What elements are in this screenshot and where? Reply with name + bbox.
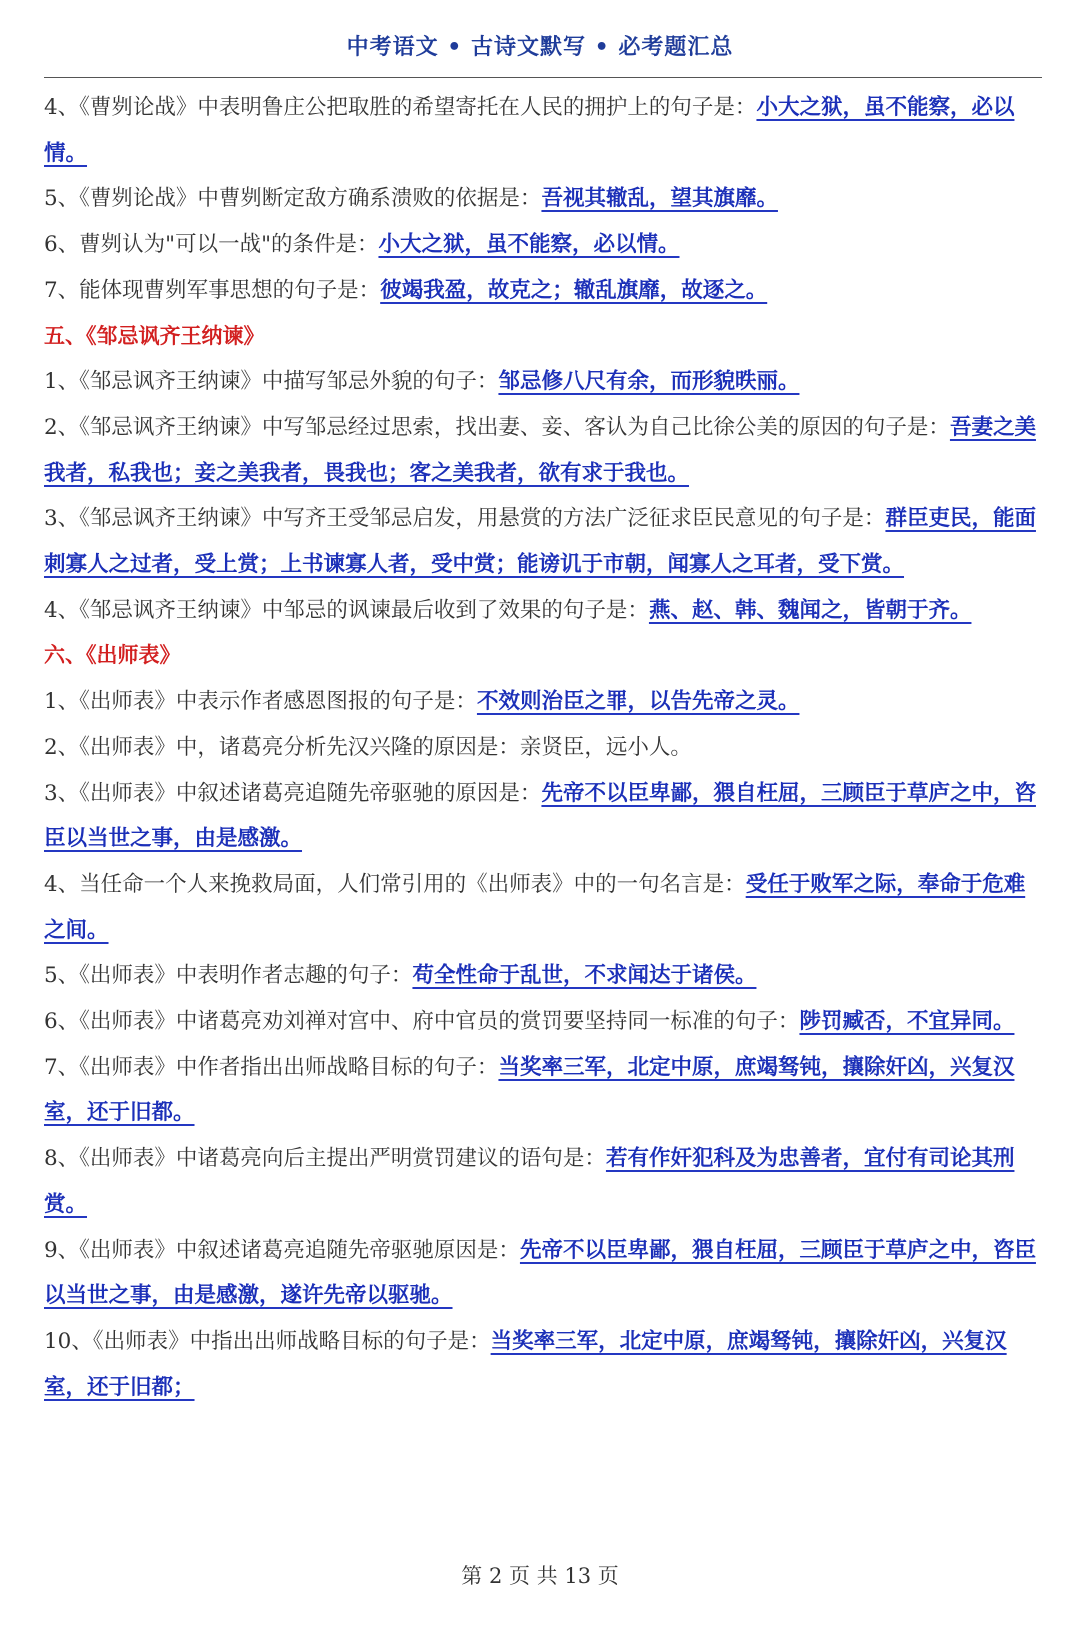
question-item (44, 862, 1042, 953)
question-text: 8、《出师表》中诸葛亮向后主提出严明赏罚建议的语句是： (44, 1146, 606, 1172)
question-text: 10、《出师表》中指出出师战略目标的句子是： (44, 1328, 491, 1354)
answer-text: 当奖率三军，北定中原，庶竭驽钝，攘除奸凶，兴复汉室，还于旧都。 (44, 1054, 1015, 1126)
content-body (44, 85, 1042, 1410)
question-text: 1、《邹忌讽齐王纳谏》中描写邹忌外貌的句子： (44, 369, 499, 395)
question-text: 6、《出师表》中诸葛亮劝刘禅对宫中、府中官员的赏罚要坚持同一标准的句子： (44, 1009, 800, 1035)
answer-text: 吾妻之美我者，私我也；妾之美我者，畏我也；客之美我者，欲有求于我也。 (44, 414, 1036, 486)
question-text: 3、《邹忌讽齐王纳谏》中写齐王受邹忌启发，用悬赏的方法广泛征求臣民意见的句子是： (44, 506, 886, 532)
question-text: 5、《曹刿论战》中曹刿断定敌方确系溃败的依据是： (44, 186, 542, 212)
answer-text: 受任于败军之际，奉命于危难之间。 (44, 871, 1026, 943)
question-item (44, 405, 1042, 496)
question-item (44, 771, 1042, 862)
question-item (44, 1228, 1042, 1319)
answer-text: 小大之狱，虽不能察，必以情。 (44, 95, 1015, 166)
page-header (0, 0, 1080, 78)
answer-text: 吾视其辙乱，望其旗靡。 (541, 186, 778, 212)
question-item (44, 588, 1042, 634)
question-text: 5、《出师表》中表明作者志趣的句子： (44, 963, 413, 989)
question-item (44, 1045, 1042, 1136)
question-item (44, 176, 1042, 222)
answer-text: 若有作奸犯科及为忠善者，宜付有司论其刑赏。 (44, 1146, 1015, 1217)
section-heading: 六、《出师表》 (44, 643, 181, 668)
answer-text: 当奖率三军，北定中原，庶竭驽钝，攘除奸凶，兴复汉室，还于旧都； (44, 1328, 1007, 1400)
question-item (44, 268, 1042, 314)
header-title: 中考语文 • 古诗文默写 • 必考题汇总 (346, 35, 734, 60)
question-item (44, 953, 1042, 999)
question-text: 2、《邹忌讽齐王纳谏》中写邹忌经过思索，找出妻、妾、客认为自己比徐公美的原因的句子是： (44, 414, 950, 440)
question-text: 4、《曹刿论战》中表明鲁庄公把取胜的希望寄托在人民的拥护上的句子是： (44, 95, 757, 120)
answer-text: 先帝不以臣卑鄙，猥自枉屈，三顾臣于草庐之中，咨臣以当世之事，由是感激。 (44, 780, 1036, 852)
question-item (44, 999, 1042, 1045)
answer-text: 彼竭我盈，故克之；辙乱旗靡，故逐之。 (380, 277, 768, 303)
answer-text: 群臣吏民，能面刺寡人之过者，受上赏；上书谏寡人者，受中赏；能谤讥于市朝，闻寡人之耳者，受下赏。 (44, 506, 1036, 578)
question-item (44, 679, 1042, 725)
question-item (44, 725, 1042, 771)
answer-text: 不效则治臣之罪，以告先帝之灵。 (476, 689, 800, 715)
answer-text: 先帝不以臣卑鄙，猥自枉屈，三顾臣于草庐之中，咨臣以当世之事，由是感激，遂许先帝以驱驰。 (44, 1237, 1036, 1309)
question-text: 9、《出师表》中叙述诸葛亮追随先帝驱驰原因是： (44, 1237, 520, 1263)
question-text: 7、能体现曹刿军事思想的句子是： (44, 277, 381, 303)
question-text: 1、《出师表》中表示作者感恩图报的句子是： (44, 689, 477, 715)
answer-text: 小大之狱，虽不能察，必以情。 (378, 232, 680, 258)
question-text: 2、《出师表》中，诸葛亮分析先汉兴隆的原因是：亲贤臣，远小人。 (44, 734, 692, 760)
question-text: 4、《邹忌讽齐王纳谏》中邹忌的讽谏最后收到了效果的句子是： (44, 597, 649, 623)
question-text: 3、《出师表》中叙述诸葛亮追随先帝驱驰的原因是： (44, 780, 542, 806)
question-text: 6、曹刿认为"可以一战"的条件是： (44, 232, 379, 258)
question-text: 4、当任命一个人来挽救局面，人们常引用的《出师表》中的一句名言是： (44, 871, 746, 897)
question-item (44, 222, 1042, 268)
question-item (44, 359, 1042, 405)
question-item (44, 1136, 1042, 1227)
question-item (44, 496, 1042, 587)
answer-text: 邹忌修八尺有余，而形貌昳丽。 (498, 369, 800, 395)
question-item (44, 85, 1042, 176)
page-footer: 第 2 页 共 13 页 (461, 1564, 619, 1588)
question-text: 7、《出师表》中作者指出出师战略目标的句子： (44, 1054, 499, 1080)
answer-text: 苟全性命于乱世，不求闻达于诸侯。 (412, 963, 757, 989)
section-heading: 五、《邹忌讽齐王纳谏》 (44, 323, 265, 348)
answer-text: 陟罚臧否，不宜异同。 (799, 1009, 1015, 1035)
header-divider (44, 77, 1042, 78)
answer-text: 燕、赵、韩、魏闻之，皆朝于齐。 (648, 597, 972, 623)
question-item (44, 1319, 1042, 1410)
